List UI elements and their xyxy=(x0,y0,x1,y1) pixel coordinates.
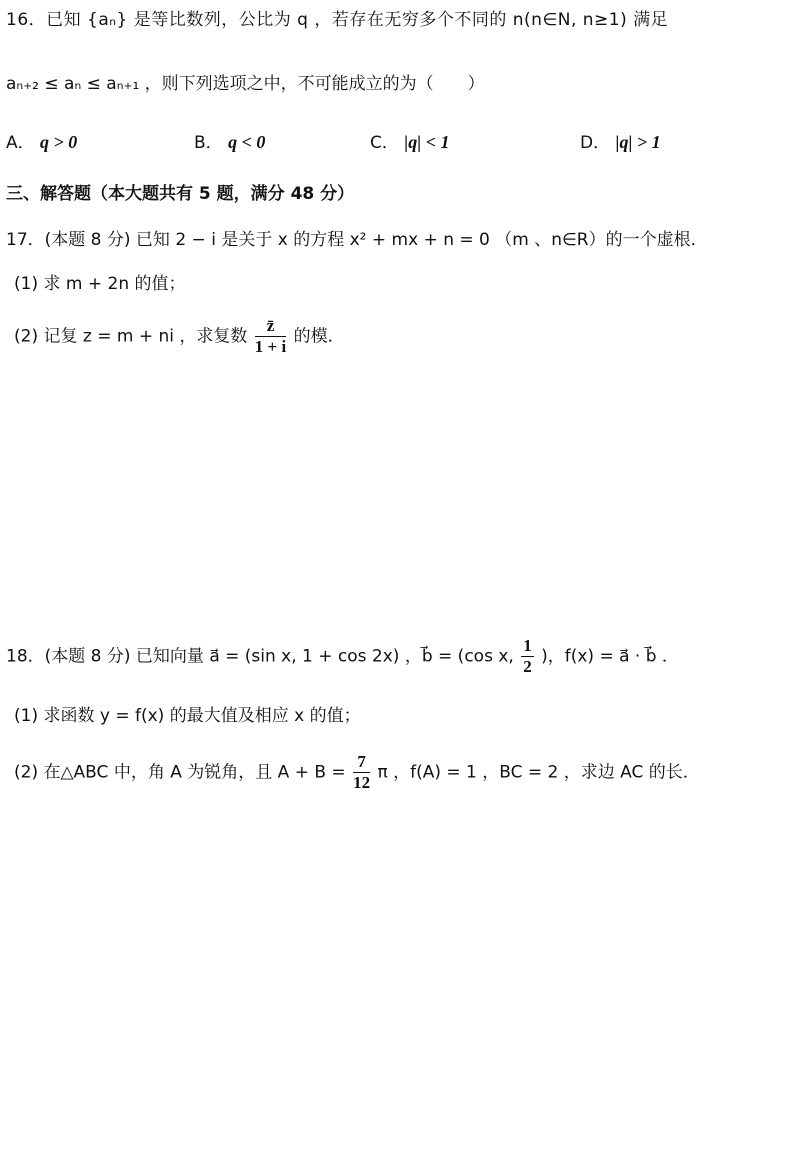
section-heading: 三、解答题（本大题共有 5 题，满分 48 分） xyxy=(6,184,355,204)
fraction-denominator: 12 xyxy=(353,773,371,792)
q17-part2-text: (2) 记复 z = m + ni ，求复数 xyxy=(14,326,248,347)
fraction-numerator: 7 xyxy=(353,752,370,773)
q18-stem-tail: )，f(x) = a⃗ · b⃗ ． xyxy=(541,646,679,667)
option-expression: q < 0 xyxy=(228,132,266,152)
q17-fraction xyxy=(255,316,286,357)
option-letter: D． xyxy=(580,133,611,153)
q17-part2 xyxy=(14,316,345,357)
fraction-numerator: 1 xyxy=(523,636,532,655)
q17-part2-tail: 的模． xyxy=(293,326,345,347)
option-expression: |q| < 1 xyxy=(404,132,450,152)
q18-part2 xyxy=(14,752,700,793)
option-expression: |q| > 1 xyxy=(615,132,661,152)
fraction-numerator: z̄ xyxy=(255,316,286,337)
option-letter: B． xyxy=(194,133,223,153)
fraction-denominator: 1 + i xyxy=(254,337,287,356)
q16-option-d xyxy=(580,128,661,153)
q16-option-a xyxy=(6,128,77,153)
q17-part1: (1) 求 m + 2n 的值； xyxy=(14,274,186,294)
option-expression: q > 0 xyxy=(40,132,78,152)
option-letter: C． xyxy=(370,133,399,153)
option-letter: A． xyxy=(6,133,35,153)
q18-stem-text: 18．(本题 8 分) 已知向量 a⃗ = (sin x, 1 + cos 2x) ，b⃗ = (cos x, xyxy=(6,646,514,667)
q16-stem-line1: 16．已知 {aₙ} 是等比数列，公比为 q ，若存在无穷多个不同的 n(n∈N, n≥1) 满足 xyxy=(6,10,669,30)
q16-option-b xyxy=(194,128,265,153)
q18-part1: (1) 求函数 y = f(x) 的最大值及相应 x 的值； xyxy=(14,706,361,726)
q18-part2-tail: π ，f(A) = 1 ，BC = 2 ，求边 AC 的长． xyxy=(377,762,700,783)
q18-fraction xyxy=(521,636,534,677)
fraction-denominator: 2 xyxy=(523,657,532,676)
q16-option-c xyxy=(370,128,449,153)
q18-stem xyxy=(6,636,679,677)
q18-part2-text: (2) 在△ABC 中，角 A 为锐角，且 A + B = xyxy=(14,762,346,783)
q16-stem-line2: aₙ₊₂ ≤ aₙ ≤ aₙ₊₁ ，则下列选项之中，不可能成立的为（ ） xyxy=(6,74,485,94)
q18-part2-fraction xyxy=(353,752,370,793)
q17-stem: 17．(本题 8 分) 已知 2 − i 是关于 x 的方程 x² + mx + n = 0 （m 、n∈R）的一个虚根． xyxy=(6,230,708,250)
